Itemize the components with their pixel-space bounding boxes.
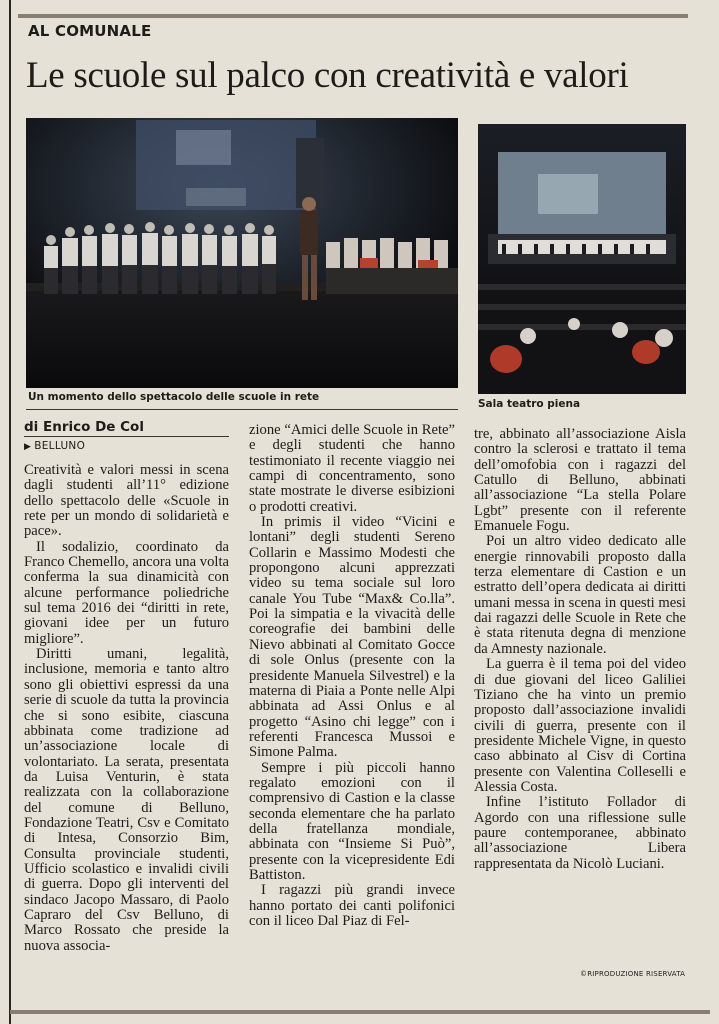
article-column-1 [24, 463, 229, 954]
paragraph: zione “Amici delle Scuole in Rete” e degli studenti che hanno testimoniato il recente viaggio nei campi di concentramento, sono state mostrate le diverse esibizioni o prodotti creativi. [249, 422, 455, 515]
paragraph: tre, abbinato all’associazione Aisla contro la sclerosi e trattato il tema dell’omofobia con i ragazzi del Catullo di Belluno, abbinati all’associazione “La stella Polare Lgbt” presente con il referente Emanuele Fogu. [474, 426, 686, 535]
byline-rule [24, 436, 229, 437]
caption-rule [26, 409, 458, 410]
byline: di Enrico De Col [24, 419, 144, 435]
paragraph: Diritti umani, legalità, inclusione, memoria e tanto altro sono gli obiettivi espressi da una serie di scuole da tutta la provincia che si sono esibite, ciascuna abbinata come tradizione ad un’associazione locale di volontariato. La serata, presentata da Luisa Venturin, è stata realizzata con la collaborazione del comune di Belluno, Fondazione Teatri, Csv e Comitato di Intesa, Consorzio Bim, Consulta provinciale studenti, Ufficio scolastico e invalidi civili di guerra. Dopo gli interventi del sindaco Jacopo Massaro, di Paolo Capraro del Csv Belluno, di Marco Rossato che preside la nuova associa- [24, 646, 229, 954]
dateline [24, 440, 85, 452]
article-column-2 [249, 423, 455, 929]
paragraph: I ragazzi più grandi invece hanno portato dei canti polifonici con il liceo Dal Piaz di Fel- [249, 882, 455, 929]
stage-performance-photo [26, 118, 458, 388]
triangle-marker-icon: ▶ [24, 442, 32, 452]
photo-caption-main: Un momento dello spettacolo delle scuole in rete [28, 391, 320, 403]
top-rule [18, 14, 688, 18]
paragraph: Il sodalizio, coordinato da Franco Chemello, ancora una volta conferma la sua dinamicità con alcune performance poliedriche sul tema 2016 dei “diritti in rete, giovani idee per un futuro migliore”. [24, 538, 229, 647]
copyright-notice: ©RIPRODUZIONE RISERVATA [580, 970, 686, 978]
article-column-3 [474, 427, 686, 872]
section-label: AL COMUNALE [28, 22, 152, 40]
column-divider-line [9, 0, 11, 1024]
paragraph: Sempre i più piccoli hanno regalato emozioni con il comprensivo di Castion e la classe seconda elementare che ha parlato della fratellanza mondiale, abbinata con “Insieme Si Può”, presente con la vicepresidente Edi Battiston. [249, 759, 455, 883]
dateline-text: BELLUNO [34, 440, 86, 452]
photo-caption-side: Sala teatro piena [478, 398, 581, 410]
theater-audience-photo [478, 124, 686, 394]
headline: Le scuole sul palco con creatività e valori [26, 55, 629, 96]
paragraph: In primis il video “Vicini e lontani” degli studenti Sereno Collarin e Massimo Modesti che propongono alcuni apprezzati video su tema sociale sul loro canale You Tube “Max& Co.lla”. Poi la simpatia e la vivacità delle coreografie dei bambini delle Nievo abbinati al Comitato Gocce di sole Onlus (presente con la presidente Manuela Silvestrel) e la materna di Piaia a Ponte nelle Alpi abbinata ad Assi Onlus e al progetto “Asino chi legge” con i referenti Francesca Mussoi e Simone Palma. [249, 514, 455, 761]
paragraph: La guerra è il tema poi del video di due giovani del liceo Galiliei Tiziano che ha vinto un premio proposto dall’associazione invalidi civili di guerra, presente con il presidente Michele Vigne, in questo caso abbinato al Cisv di Cortina presente con Valentina Colleselli e Alessia Costa. [474, 656, 686, 795]
paragraph: Infine l’istituto Follador di Agordo con una riflessione sulle paure contemporanee, abbinato all’associazione Libera rappresentata da Nicolò Luciani. [474, 794, 686, 872]
paragraph: Poi un altro video dedicato alle energie rinnovabili proposto dalla terza elementare di Castion e un estratto dell’opera dedicata ai diritti umani messa in scena in questi mesi dai ragazzi delle Scuole in Rete che è stata ritenuta degna di menzione da Amnesty nazionale. [474, 533, 686, 657]
paragraph: Creatività e valori messi in scena dagli studenti all’11° edizione dello spettacolo delle «Scuole in rete per un mondo di solidarietà e pace». [24, 462, 229, 540]
bottom-rule [10, 1010, 710, 1014]
